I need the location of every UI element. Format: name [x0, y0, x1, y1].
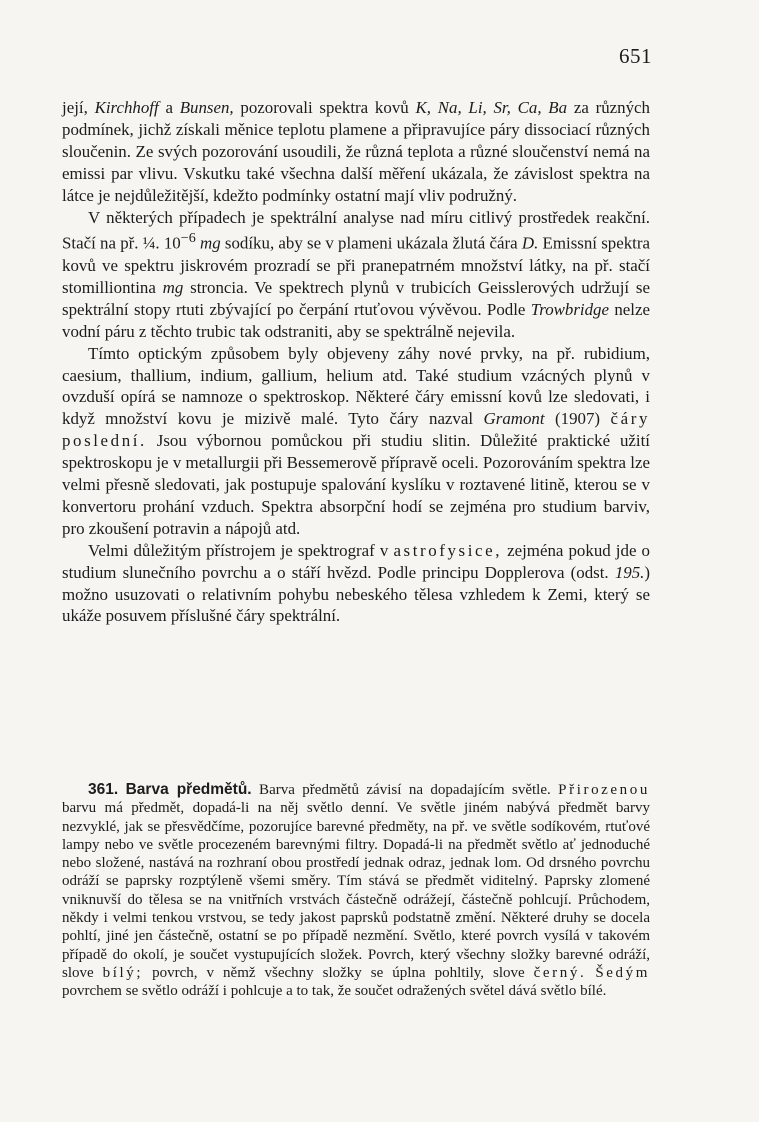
paragraph-kirchhoff-bunsen: [62, 97, 650, 207]
spaced-term: černý.: [533, 964, 587, 981]
spaced-term: bílý;: [102, 964, 144, 981]
text-run: ) možno usuzovati o relativním pohybu nebeského tělesa vzhledem k Zemi, který se ukáže posuvem příslušné čáry spektrální.: [62, 562, 650, 626]
text-run: povrchem se světlo odráží i pohlcuje a to tak, že součet odražených světel dává světlo bílé.: [62, 983, 607, 1000]
main-text: [62, 97, 650, 627]
text-run: Barva předmětů závisí na dopadajícím světle.: [251, 782, 559, 798]
spaced-term: čáry poslední.: [62, 409, 650, 451]
line-d: D.: [521, 234, 539, 254]
text-run: povrch, v němž všechny složky se úplna pohltily, slove: [143, 964, 534, 981]
text-run: stroncia. Ve spektrech plynů v trubicích Geisslerových udržují se spektrální stopy rtuti zbývající po čerpání rtuťovou vývěvou. Podle: [62, 277, 651, 319]
text-run: pozorovali spektra kovů: [233, 98, 416, 117]
text-run: sodíku, aby se v plameni ukázala žlutá čára: [220, 234, 522, 254]
spaced-term: Přirozenou: [558, 782, 650, 798]
name-gramont: Gramont: [483, 409, 545, 429]
name-trowbridge: Trowbridge: [530, 299, 609, 319]
text-run: zejména pokud jde o studium slunečního povrchu a o stáří hvězd. Podle principu Dopplerova (odst.: [62, 540, 650, 582]
text-run: za různých podmínek, jichž získali měnice teplotu plamene a připravujíce páry dissociací různých sloučenin. Ze svých pozorování usoudili, že různá teplota a různé sloučenství nemá na emissi par vlivu. Vskutku také všechna další měření ukázala, že závislost spektra na látce je nejdůležitější, kdežto podmínky ostatní mají vliv podružný.: [62, 98, 650, 205]
page-number: 651: [619, 44, 652, 68]
section-number: 361.: [88, 781, 119, 798]
section-title: Barva předmětů.: [125, 781, 252, 798]
name-kirchhoff: Kirchhoff: [94, 98, 159, 117]
text-run: [586, 965, 595, 981]
text-run: Jsou výbornou pomůckou při studiu slitin. Důležité praktické užití spektroskopu je v metallurgii při Bessemerově přípravě oceli. Pozorováním spektra lze velmi přesně sledovati, jak postupuje spalování kyslíku v roztavené litině, kterou se v konvertoru prohání vzduch. Spektra absorpční hodí se zejména pro studium barviv, pro zkoušení potravin a nápojů atd.: [62, 431, 650, 538]
spaced-term: astrofysice,: [393, 540, 503, 560]
paragraph-astrophysics: [62, 540, 650, 628]
text-run: Velmi důležitým přístrojem je spektrograf v: [88, 540, 394, 560]
element-symbols: K, Na, Li, Sr, Ca, Ba: [415, 98, 568, 117]
fraction: ¼: [142, 234, 156, 254]
text-run: . 10: [155, 234, 181, 254]
text-run: barvu má předmět, dopadá-li na něj světlo denní. Ve světle jiném nabývá předmět barvy nezvyklé, jak se přesvědčíme, pozorujíce barevné předměty, na př. ve světle sodíkovém, rtuťové lampy nebo ve světle procezeném barevnými filtry. Dopadá-li na předmět světlo ať jednoduché nebo složené, nastává na rozhraní obou prostředí jednak odraz, jednak lom. Od drsného povrchu odráží se paprsky rozptýleně všemi směry. Tím stává se předmět viditelný. Paprsky zlomené vniknuvší do tělesa se na vnitřních vrstvách částečně odrážejí, částečně pohlcují. Průchodem, někdy i velmi tenkou vrstvou, se tedy jakost paprsků podstatně změní. Některé druhy se docela pohltí, jiné jen částečně, ostatní se po případě nezmění. Světlo, které povrch vysílá v takovém případě do okolí, je součet vystupujících složek. Povrch, který všechny složky barevné odráží, slove: [62, 800, 650, 981]
exponent: −6: [180, 230, 196, 247]
text-run: nelze vodní páru z těchto trubic tak odstraniti, aby se spektrálně nejevila.: [62, 299, 650, 341]
paragraph-discoveries: [62, 343, 650, 540]
text-run: V některých případech je spektrální analyse nad míru citlivý prostředek reakční. Stačí na př.: [62, 207, 650, 254]
section-reference: 195.: [614, 562, 645, 582]
section-361: [62, 781, 650, 1001]
text-run: Emissní spektra kovů ve spektru jiskrovém prozradí se při pranepatrném množství látky, na př. stačí stomilliontina: [62, 234, 650, 297]
text-run: její,: [62, 98, 95, 117]
text-run: (1907): [544, 409, 611, 429]
text-run: a: [158, 98, 180, 117]
unit-mg: mg: [162, 277, 184, 297]
name-bunsen: Bunsen,: [179, 98, 234, 117]
unit-mg: mg: [200, 234, 221, 254]
section-paragraph: [62, 781, 650, 1001]
spaced-term: Šedým: [595, 964, 651, 981]
text-run: Tímto optickým způsobem byly objeveny záhy nové prvky, na př. rubidium, caesium, thallium, indium, gallium, helium atd. Také studium vzácných plynů v ovzduší opírá se namnoze o spektroskop. Některé čáry emissní kovů lze sledovati, i když množství kovu je mizivě malé. Tyto čáry nazval: [62, 343, 650, 429]
paragraph-sensitivity: [62, 207, 650, 343]
